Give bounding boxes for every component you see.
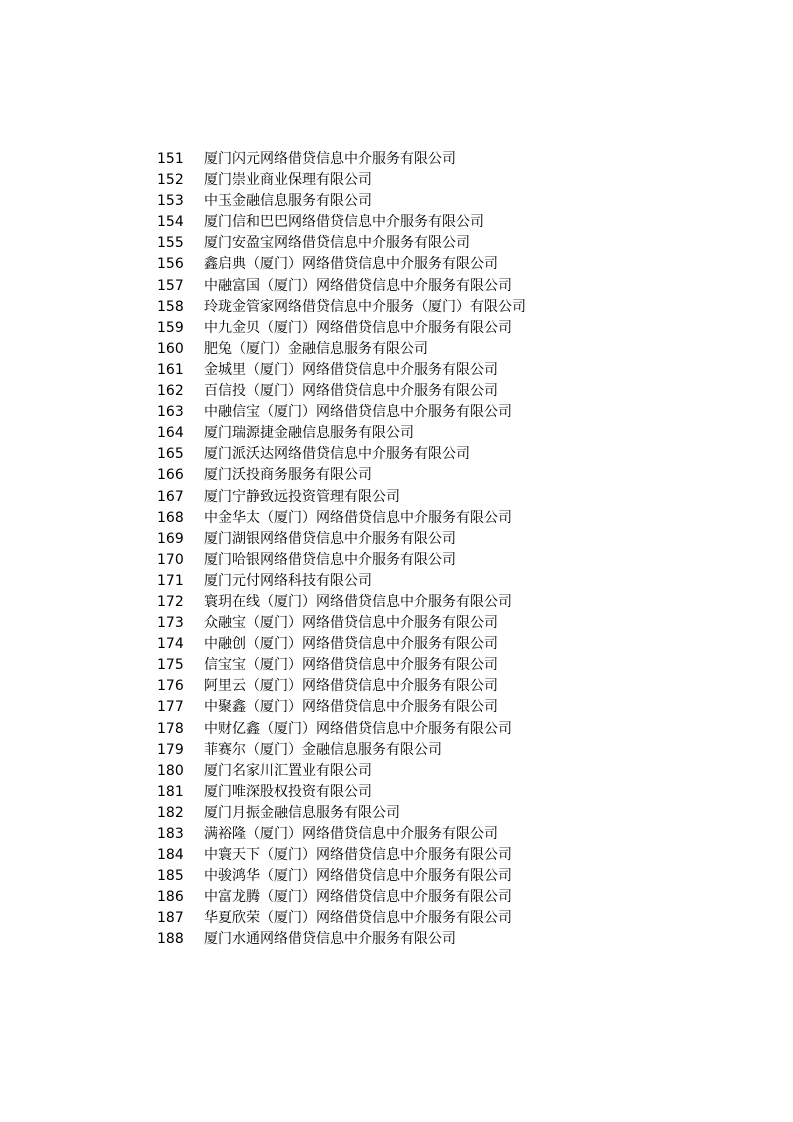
entry-number: 171 xyxy=(157,572,184,589)
list-item xyxy=(157,465,526,486)
list-item xyxy=(157,381,526,402)
entry-number: 180 xyxy=(157,762,184,779)
list-item xyxy=(157,297,526,318)
company-name: 百信投（厦门）网络借贷信息中介服务有限公司 xyxy=(204,383,498,400)
list-item xyxy=(157,212,526,233)
company-name: 中融创（厦门）网络借贷信息中介服务有限公司 xyxy=(204,636,498,653)
company-name: 厦门名家川汇置业有限公司 xyxy=(204,762,372,779)
list-item xyxy=(157,318,526,339)
entry-number: 162 xyxy=(157,383,184,400)
entry-number: 179 xyxy=(157,741,184,758)
list-item xyxy=(157,508,526,529)
company-name: 中融富国（厦门）网络借贷信息中介服务有限公司 xyxy=(204,277,512,294)
company-name: 中玉金融信息服务有限公司 xyxy=(204,193,372,210)
list-item xyxy=(157,866,526,887)
company-name: 肥兔（厦门）金融信息服务有限公司 xyxy=(204,340,428,357)
list-item xyxy=(157,339,526,360)
entry-number: 170 xyxy=(157,551,184,568)
entry-number: 183 xyxy=(157,826,184,842)
company-name: 厦门派沃达网络借贷信息中介服务有限公司 xyxy=(204,446,470,463)
entry-number: 174 xyxy=(157,636,184,653)
list-item xyxy=(157,276,526,297)
company-name: 中骏鸿华（厦门）网络借贷信息中介服务有限公司 xyxy=(204,868,512,885)
list-item xyxy=(157,634,526,655)
entry-number: 169 xyxy=(157,530,184,547)
company-name: 菲赛尔（厦门）金融信息服务有限公司 xyxy=(204,741,442,758)
company-name: 玲珑金管家网络借贷信息中介服务（厦门）有限公司 xyxy=(204,298,526,315)
list-item xyxy=(157,887,526,908)
company-name: 金城里（厦门）网络借贷信息中介服务有限公司 xyxy=(204,361,498,378)
company-name: 中金华太（厦门）网络借贷信息中介服务有限公司 xyxy=(204,509,512,526)
entry-number: 154 xyxy=(157,214,184,231)
list-item xyxy=(157,592,526,613)
entry-number: 155 xyxy=(157,235,184,252)
entry-number: 167 xyxy=(157,488,184,505)
entry-number: 160 xyxy=(157,340,184,357)
list-item xyxy=(157,824,526,845)
list-item xyxy=(157,929,526,950)
company-name: 满裕隆（厦门）网络借贷信息中介服务有限公司 xyxy=(204,826,498,842)
entry-number: 186 xyxy=(157,889,184,906)
entry-number: 156 xyxy=(157,256,184,273)
list-item xyxy=(157,550,526,571)
company-name: 中聚鑫（厦门）网络借贷信息中介服务有限公司 xyxy=(204,699,498,716)
list-item xyxy=(157,908,526,929)
entry-number: 184 xyxy=(157,847,184,864)
entry-number: 177 xyxy=(157,699,184,716)
list-item xyxy=(157,360,526,381)
company-list xyxy=(157,149,526,951)
list-item xyxy=(157,149,526,170)
company-name: 厦门哈银网络借贷信息中介服务有限公司 xyxy=(204,551,456,568)
list-item xyxy=(157,655,526,676)
entry-number: 172 xyxy=(157,593,184,610)
company-name: 厦门闪元网络借贷信息中介服务有限公司 xyxy=(204,151,456,167)
list-item xyxy=(157,233,526,254)
list-item xyxy=(157,191,526,212)
entry-number: 175 xyxy=(157,657,184,674)
entry-number: 181 xyxy=(157,783,184,800)
list-item xyxy=(157,613,526,634)
list-item xyxy=(157,761,526,782)
company-name: 中财亿鑫（厦门）网络借贷信息中介服务有限公司 xyxy=(204,720,512,737)
entry-number: 164 xyxy=(157,425,184,442)
entry-number: 152 xyxy=(157,172,184,189)
list-item xyxy=(157,444,526,465)
list-item xyxy=(157,487,526,508)
entry-number: 163 xyxy=(157,404,184,421)
entry-number: 158 xyxy=(157,298,184,315)
company-name: 厦门湖银网络借贷信息中介服务有限公司 xyxy=(204,530,456,547)
company-name: 信宝宝（厦门）网络借贷信息中介服务有限公司 xyxy=(204,657,498,674)
list-item xyxy=(157,719,526,740)
company-name: 厦门崇业商业保理有限公司 xyxy=(204,172,372,189)
entry-number: 166 xyxy=(157,467,184,484)
company-name: 厦门月振金融信息服务有限公司 xyxy=(204,804,400,821)
list-item xyxy=(157,423,526,444)
company-name: 众融宝（厦门）网络借贷信息中介服务有限公司 xyxy=(204,615,498,632)
list-item xyxy=(157,571,526,592)
company-name: 中九金贝（厦门）网络借贷信息中介服务有限公司 xyxy=(204,319,512,336)
list-item xyxy=(157,697,526,718)
company-name: 厦门宁静致远投资管理有限公司 xyxy=(204,488,400,505)
entry-number: 159 xyxy=(157,319,184,336)
company-name: 中寰天下（厦门）网络借贷信息中介服务有限公司 xyxy=(204,847,512,864)
list-item xyxy=(157,402,526,423)
entry-number: 185 xyxy=(157,868,184,885)
company-name: 鑫启典（厦门）网络借贷信息中介服务有限公司 xyxy=(204,256,498,273)
company-name: 中融信宝（厦门）网络借贷信息中介服务有限公司 xyxy=(204,404,512,421)
entry-number: 151 xyxy=(157,151,184,167)
company-name: 厦门信和巴巴网络借贷信息中介服务有限公司 xyxy=(204,214,484,231)
entry-number: 187 xyxy=(157,910,184,927)
company-name: 厦门安盈宝网络借贷信息中介服务有限公司 xyxy=(204,235,470,252)
list-item xyxy=(157,529,526,550)
company-name: 厦门沃投商务服务有限公司 xyxy=(204,467,372,484)
company-name: 厦门瑞源捷金融信息服务有限公司 xyxy=(204,425,414,442)
company-name: 寰玥在线（厦门）网络借贷信息中介服务有限公司 xyxy=(204,593,512,610)
list-item xyxy=(157,254,526,275)
list-item xyxy=(157,845,526,866)
entry-number: 173 xyxy=(157,615,184,632)
entry-number: 178 xyxy=(157,720,184,737)
list-item xyxy=(157,676,526,697)
list-item xyxy=(157,782,526,803)
company-name: 厦门唯深股权投资有限公司 xyxy=(204,783,372,800)
company-name: 厦门水通网络借贷信息中介服务有限公司 xyxy=(204,931,456,948)
entry-number: 168 xyxy=(157,509,184,526)
entry-number: 176 xyxy=(157,678,184,695)
entry-number: 153 xyxy=(157,193,184,210)
list-item xyxy=(157,170,526,191)
company-name: 中富龙腾（厦门）网络借贷信息中介服务有限公司 xyxy=(204,889,512,906)
list-item xyxy=(157,740,526,761)
company-name: 厦门元付网络科技有限公司 xyxy=(204,572,372,589)
entry-number: 157 xyxy=(157,277,184,294)
list-item xyxy=(157,803,526,824)
entry-number: 161 xyxy=(157,361,184,378)
entry-number: 182 xyxy=(157,804,184,821)
entry-number: 165 xyxy=(157,446,184,463)
company-name: 华夏欣荣（厦门）网络借贷信息中介服务有限公司 xyxy=(204,910,512,927)
company-name: 阿里云（厦门）网络借贷信息中介服务有限公司 xyxy=(204,678,498,695)
entry-number: 188 xyxy=(157,931,184,948)
